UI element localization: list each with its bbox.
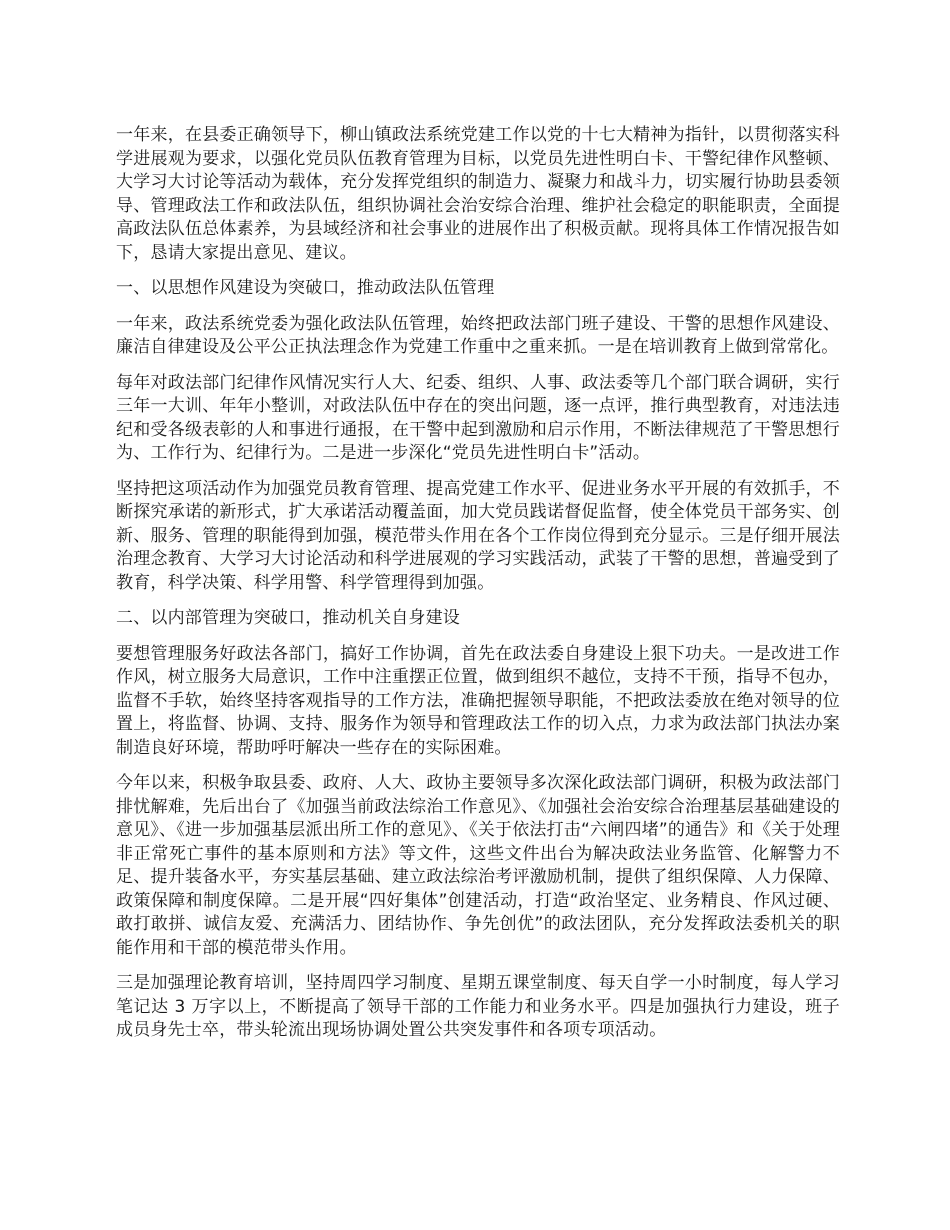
paragraph-section1-activities: 坚持把这项活动作为加强党员教育管理、提高党建工作水平、促进业务水平开展的有效抓手，不断探究承诺的新形式，扩大承诺活动覆盖面，加大党员践诺督促监督，使全体党员干部务实、创新、服务、管理的职能得到加强，模范带头作用在各个工作岗位得到充分显示。三是仔细开展法治理念教育、大学习大讨论活动和科学进展观的学习实践活动，武装了干警的思想，普遍受到了教育，科学决策、科学用警、科学管理得到加强。 [116, 478, 840, 593]
paragraph-section2-training: 三是加强理论教育培训，坚持周四学习制度、星期五课堂制度、每天自学一小时制度，每人学习笔记达 3 万字以上，不断提高了领导干部的工作能力和业务水平。四是加强执行力建设，班子成员身先士卒，带头轮流出现场协调处置公共突发事件和各项专项活动。 [116, 973, 840, 1040]
paragraph-section1-training: 每年对政法部门纪律作风情况实行人大、纪委、组织、人事、政法委等几个部门联合调研，实行三年一大训、年年小整训，对政法队伍中存在的突出问题，逐一点评，推行典型教育，对违法违纪和受各级表彰的人和事进行通报，在干警中起到激励和启示作用，不断法律规范了干警思想行为、工作行为、纪律行为。二是进一步深化“党员先进性明白卡”活动。 [116, 372, 840, 463]
paragraph-section2-documents: 今年以来，积极争取县委、政府、人大、政协主要领导多次深化政法部门调研，积极为政法部门排忧解难，先后出台了《加强当前政法综治工作意见》、《加强社会治安综合治理基层基础建设的意见》、《进一步加强基层派出所工作的意见》、《关于依法打击“六闸四堵”的通告》和《关于处理非正常死亡事件的基本原则和方法》等文件，这些文件出台为解决政法业务监管、化解警力不足、提升装备水平，夯实基层基础、建立政法综治考评激励机制，提供了组织保障、人力保障、政策保障和制度保障。二是开展“四好集体”创建活动，打造“政治坚定、业务精良、作风过硬、敢打敢拼、诚信友爱、充满活力、团结协作、争先创优”的政法团队，充分发挥政法委机关的职能作用和干部的模范带头作用。 [116, 773, 840, 958]
paragraph-section2-intro: 要想管理服务好政法各部门，搞好工作协调，首先在政法委自身建设上狠下功夫。一是改进工作作风，树立服务大局意识，工作中注重摆正位置，做到组织不越位，支持不干预，指导不包办，监督不手软，始终坚持客观指导的工作方法，准确把握领导职能，不把政法委放在绝对领导的位置上，将监督、协调、支持、服务作为领导和管理政法工作的切入点，力求为政法部门执法办案制造良好环境，帮助呼吁解决一些存在的实际困难。 [116, 643, 840, 758]
paragraph-section1-intro: 一年来，政法系统党委为强化政法队伍管理，始终把政法部门班子建设、干警的思想作风建设、廉洁自律建设及公平公正执法理念作为党建工作重中之重来抓。一是在培训教育上做到常常化。 [116, 313, 840, 357]
document-body [116, 124, 840, 1055]
section-heading-2: 二、以内部管理为突破口，推动机关自身建设 [116, 608, 460, 628]
section-heading-1: 一、以思想作风建设为突破口，推动政法队伍管理 [116, 278, 495, 298]
paragraph-intro: 一年来，在县委正确领导下，柳山镇政法系统党建工作以党的十七大精神为指针，以贯彻落实科学进展观为要求，以强化党员队伍教育管理为目标，以党员先进性明白卡、干警纪律作风整顿、大学习大讨论等活动为载体，充分发挥党组织的制造力、凝聚力和战斗力，切实履行协助县委领导、管理政法工作和政法队伍，组织协调社会治安综合治理、维护社会稳定的职能职责，全面提高政法队伍总体素养，为县域经济和社会事业的进展作出了积极贡献。现将具体工作情况报告如下，恳请大家提出意见、建议。 [116, 125, 840, 263]
